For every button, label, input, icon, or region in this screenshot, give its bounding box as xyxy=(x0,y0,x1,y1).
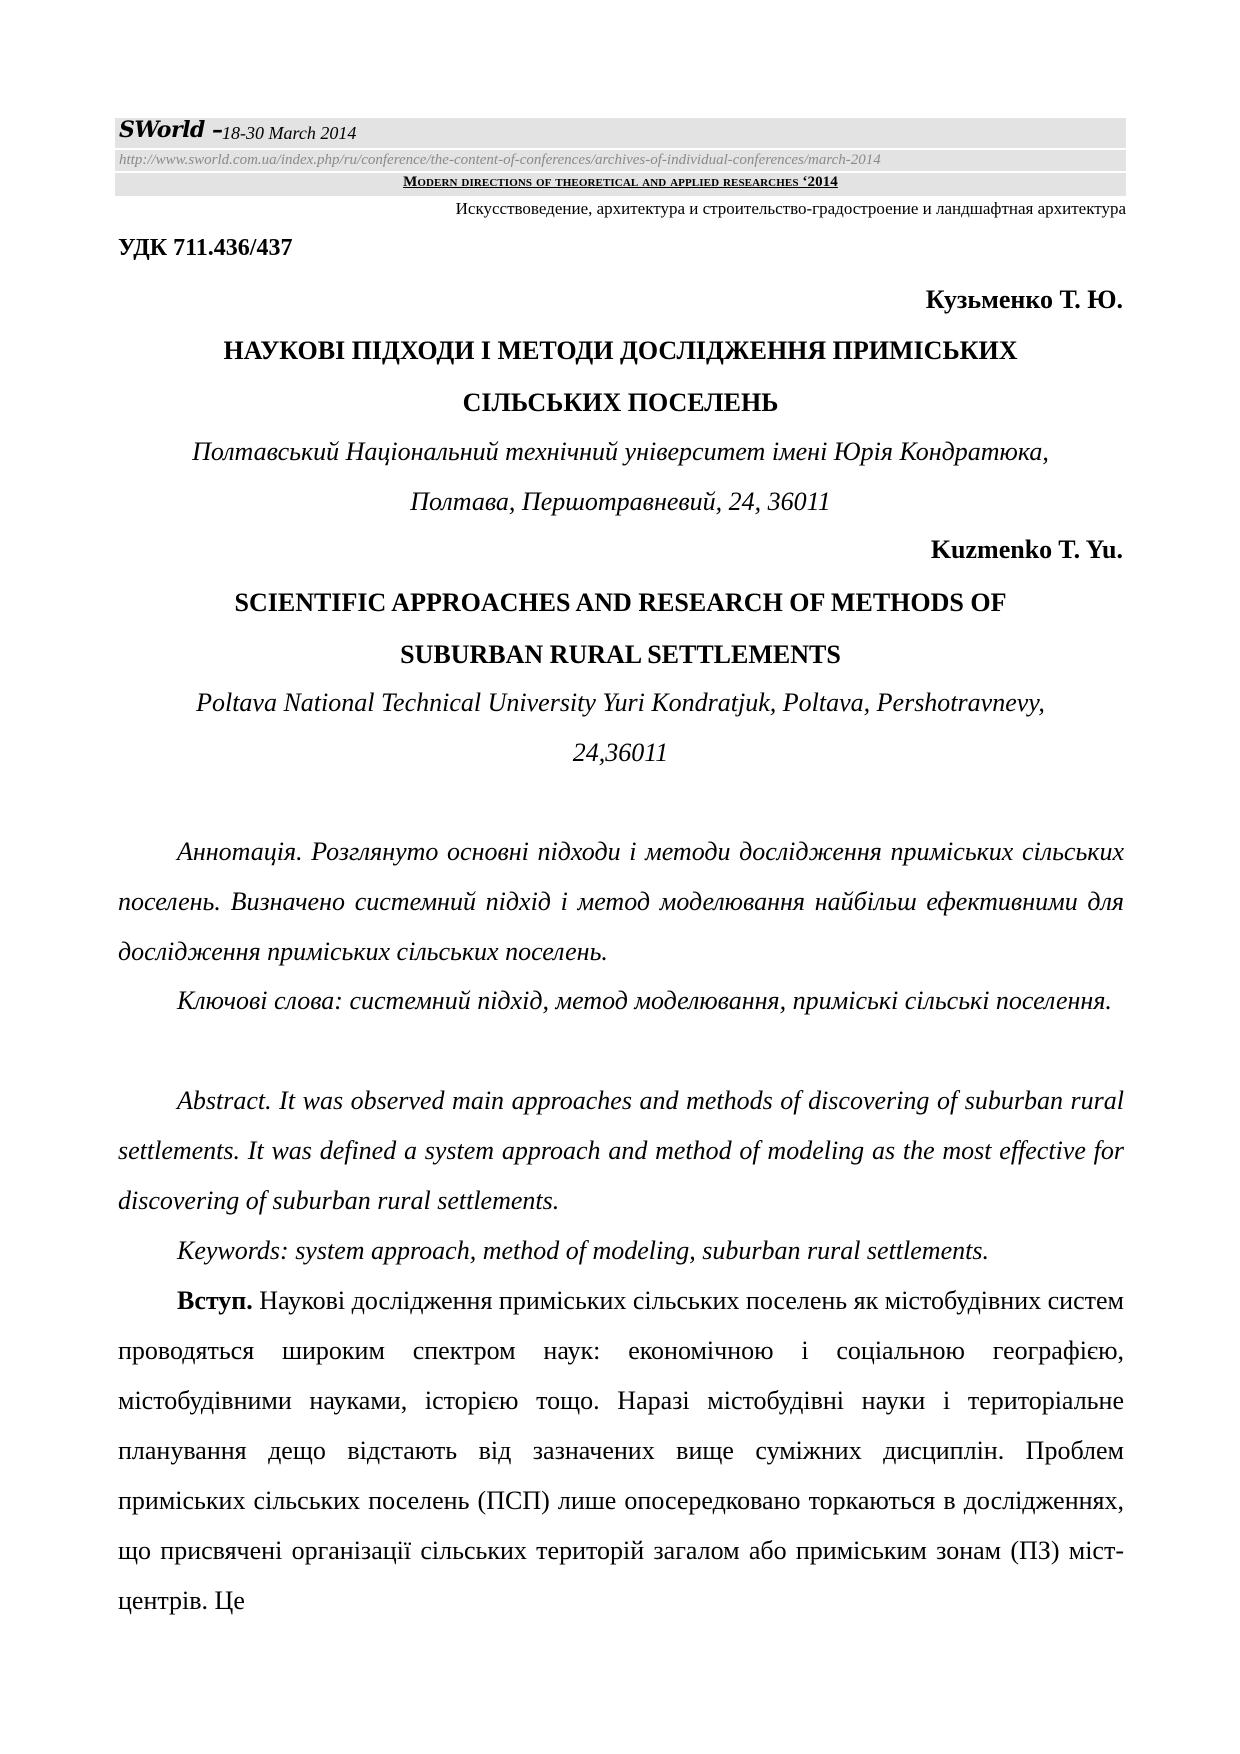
author-en: Kuzmenko T. Yu. xyxy=(930,535,1123,564)
affiliation-ua-line1: Полтавський Національний технічний університет імені Юрія Кондратюка, xyxy=(192,437,1049,466)
affiliation-ua xyxy=(115,427,1126,527)
udk-code: УДК 711.436/437 xyxy=(118,235,293,261)
intro-paragraph xyxy=(118,1276,1124,1626)
affiliation-en-line1: Poltava National Technical University Yuri Kondratjuk, Poltava, Pershotravnevy, xyxy=(196,688,1045,717)
title-ua-line1: НАУКОВІ ПІДХОДИ І МЕТОДИ ДОСЛІДЖЕННЯ ПРИМІСЬКИХ xyxy=(223,336,1018,365)
affiliation-en-line2: 24,36011 xyxy=(572,738,669,767)
intro-label: Вступ. xyxy=(177,1286,253,1315)
title-en xyxy=(115,577,1126,681)
author-ua: Кузьменко Т. Ю. xyxy=(925,285,1123,314)
affiliation-en xyxy=(115,678,1126,778)
title-ua-line2: СІЛЬСЬКИХ ПОСЕЛЕНЬ xyxy=(462,388,779,417)
title-en-line1: SCIENTIFIC APPROACHES AND RESEARCH OF METHODS OF xyxy=(234,588,1007,617)
conference-section: Искусствоведение, архитектура и строительство-градостроение и ландшафтная архитектура xyxy=(455,199,1126,218)
conference-title: Modern directions of theoretical and applied researches ‘2014 xyxy=(403,174,838,190)
title-ua xyxy=(115,325,1126,429)
annotation-paragraph: Аннотація. Розглянуто основні підходи і методи дослідження приміських сільських поселень. Визначено системний підхід і метод моделювання найбільш ефективними для дослідження приміських сільських поселень. xyxy=(118,837,1124,966)
keywords-en-paragraph: Keywords: system approach, method of modeling, suburban rural settlements. xyxy=(177,1236,989,1265)
keywords-ua-paragraph: Ключові слова: системний підхід, метод моделювання, приміські сільські поселення. xyxy=(177,986,1112,1015)
conference-dates: 18-30 March 2014 xyxy=(222,123,357,143)
brand-logo: SWorld – xyxy=(119,117,223,143)
affiliation-ua-line2: Полтава, Першотравневий, 24, 36011 xyxy=(410,487,831,516)
conference-url[interactable]: http://www.sworld.com.ua/index.php/ru/conference/the-content-of-conferences/archives-of-individual-conferences/march-2014 xyxy=(119,152,881,168)
title-en-line2: SUBURBAN RURAL SETTLEMENTS xyxy=(400,640,841,669)
intro-text: Наукові дослідження приміських сільських поселень як містобудівних систем проводяться широким спектром наук: економічною і соціальною географією, містобудівними науками, історією тощо. Наразі містобудівні науки і територіальне планування дещо відстають від зазначених вище суміжних дисциплін. Проблем приміських сільських поселень (ПСП) лише опосередковано торкаються в дослідженнях, що присвячені організації сільських територій загалом або приміським зонам (ПЗ) міст-центрів. Це xyxy=(118,1286,1124,1615)
abstract-paragraph: Abstract. It was observed main approaches and methods of discovering of suburban rural settlements. It was defined a system approach and method of modeling as the most effective for discovering of suburban rural settlements. xyxy=(118,1086,1124,1215)
